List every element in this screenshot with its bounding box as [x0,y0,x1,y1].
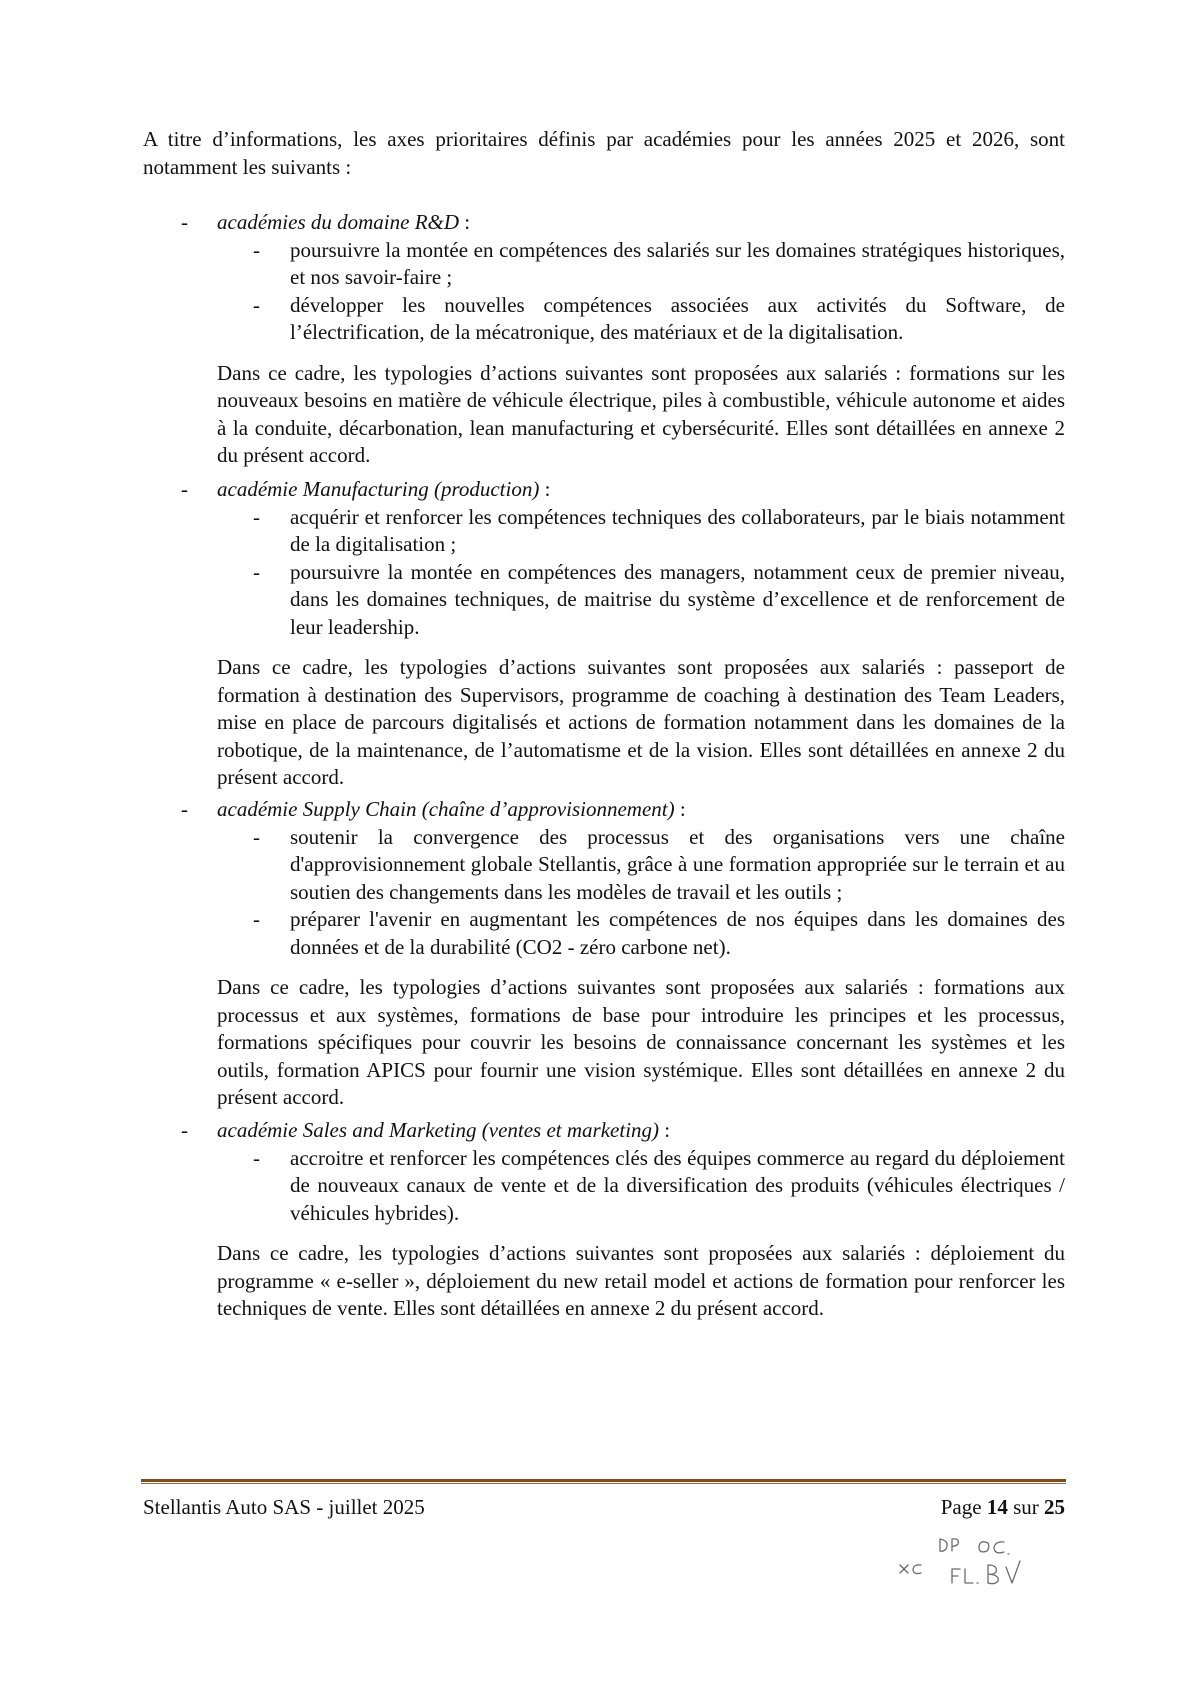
list-item: - accroitre et renforcer les compétences clés des équipes commerce au regard du déploiement de nouveaux canaux de vente et de la diversification des produits (véhicules électriques / véhicules hybrides). [253,1145,1065,1225]
list-item: - poursuivre la montée en compétences des managers, notamment ceux de premier niveau, dans les domaines techniques, de maitrise du système d’excellence et de renforcement de leur leadership. [253,559,1065,639]
academy-paragraph: Dans ce cadre, les typologies d’actions suivantes sont proposées aux salariés : passeport de formation à destination des Supervisors, programme de coaching à destination des Team Leaders, mise en place de parcours digitalisés et actions de formation notamment dans les domaines de la robotique, de la maintenance, de l’automatisme et de la vision. Elles sont détaillées en annexe 2 du présent accord. [217,655,1065,789]
academy-heading: - académies du domaine R&D : [181,210,471,234]
academy-manufacturing [143,476,1065,792]
list-item: - développer les nouvelles compétences associées aux activités du Software, de l’électrification, de la mécatronique, des matériaux et de la digitalisation. [253,292,1065,344]
list-item: - préparer l'avenir en augmentant les compétences de nos équipes dans les domaines des données et de la durabilité (CO2 - zéro carbone net). [253,907,1065,959]
academy-heading: - académie Supply Chain (chaîne d’approvisionnement) : [181,797,686,821]
list-item: - acquérir et renforcer les compétences techniques des collaborateurs, par le biais notamment de la digitalisation ; [253,504,1065,556]
footer-company-date: Stellantis Auto SAS - juillet 2025 [143,1495,425,1519]
academy-paragraph: Dans ce cadre, les typologies d’actions suivantes sont proposées aux salariés : déploiement du programme « e-seller », déploiement du new retail model et actions de formation pour renforcer les techniques de vente. Elles sont détaillées en annexe 2 du présent accord. [217,1241,1065,1320]
academy-paragraph: Dans ce cadre, les typologies d’actions suivantes sont proposées aux salariés : formations sur les nouveaux besoins en matière de véhicule électrique, piles à combustible, véhicule autonome et aides à la conduite, décarbonation, lean manufacturing et cybersécurité. Elles sont détaillées en annexe 2 du présent accord. [217,360,1065,467]
academy-rd [143,209,1065,470]
academy-heading: - académie Sales and Marketing (ventes et marketing) : [181,1118,671,1142]
academy-heading: - académie Manufacturing (production) : [181,477,551,501]
intro-paragraph: A titre d’informations, les axes prioritaires définis par académies pour les années 2025 et 2026, sont notamment les suivants : [143,127,1065,179]
footer-divider [141,1479,1066,1484]
academy-supply-chain [143,796,1065,1112]
academy-paragraph: Dans ce cadre, les typologies d’actions suivantes sont proposées aux salariés : formations aux processus et aux systèmes, formations de base pour introduire les principes et les processus, formations spécifiques pour couvrir les besoins de connaissance concernant les systèmes et les outils, formation APICS pour fournir une vision systémique. Elles sont détaillées en annexe 2 du présent accord. [217,975,1065,1109]
list-item: - poursuivre la montée en compétences des salariés sur les domaines stratégiques historiques, et nos savoir-faire ; [253,237,1065,289]
academy-sales-marketing [143,1117,1065,1323]
handwritten-initials [880,1527,1080,1597]
list-item: - soutenir la convergence des processus et des organisations vers une chaîne d'approvisionnement globale Stellantis, grâce à une formation appropriée sur le terrain et au soutien des changements dans les modèles de travail et les outils ; [253,824,1065,904]
page-number: Page 14 sur 25 [940,1495,1065,1519]
